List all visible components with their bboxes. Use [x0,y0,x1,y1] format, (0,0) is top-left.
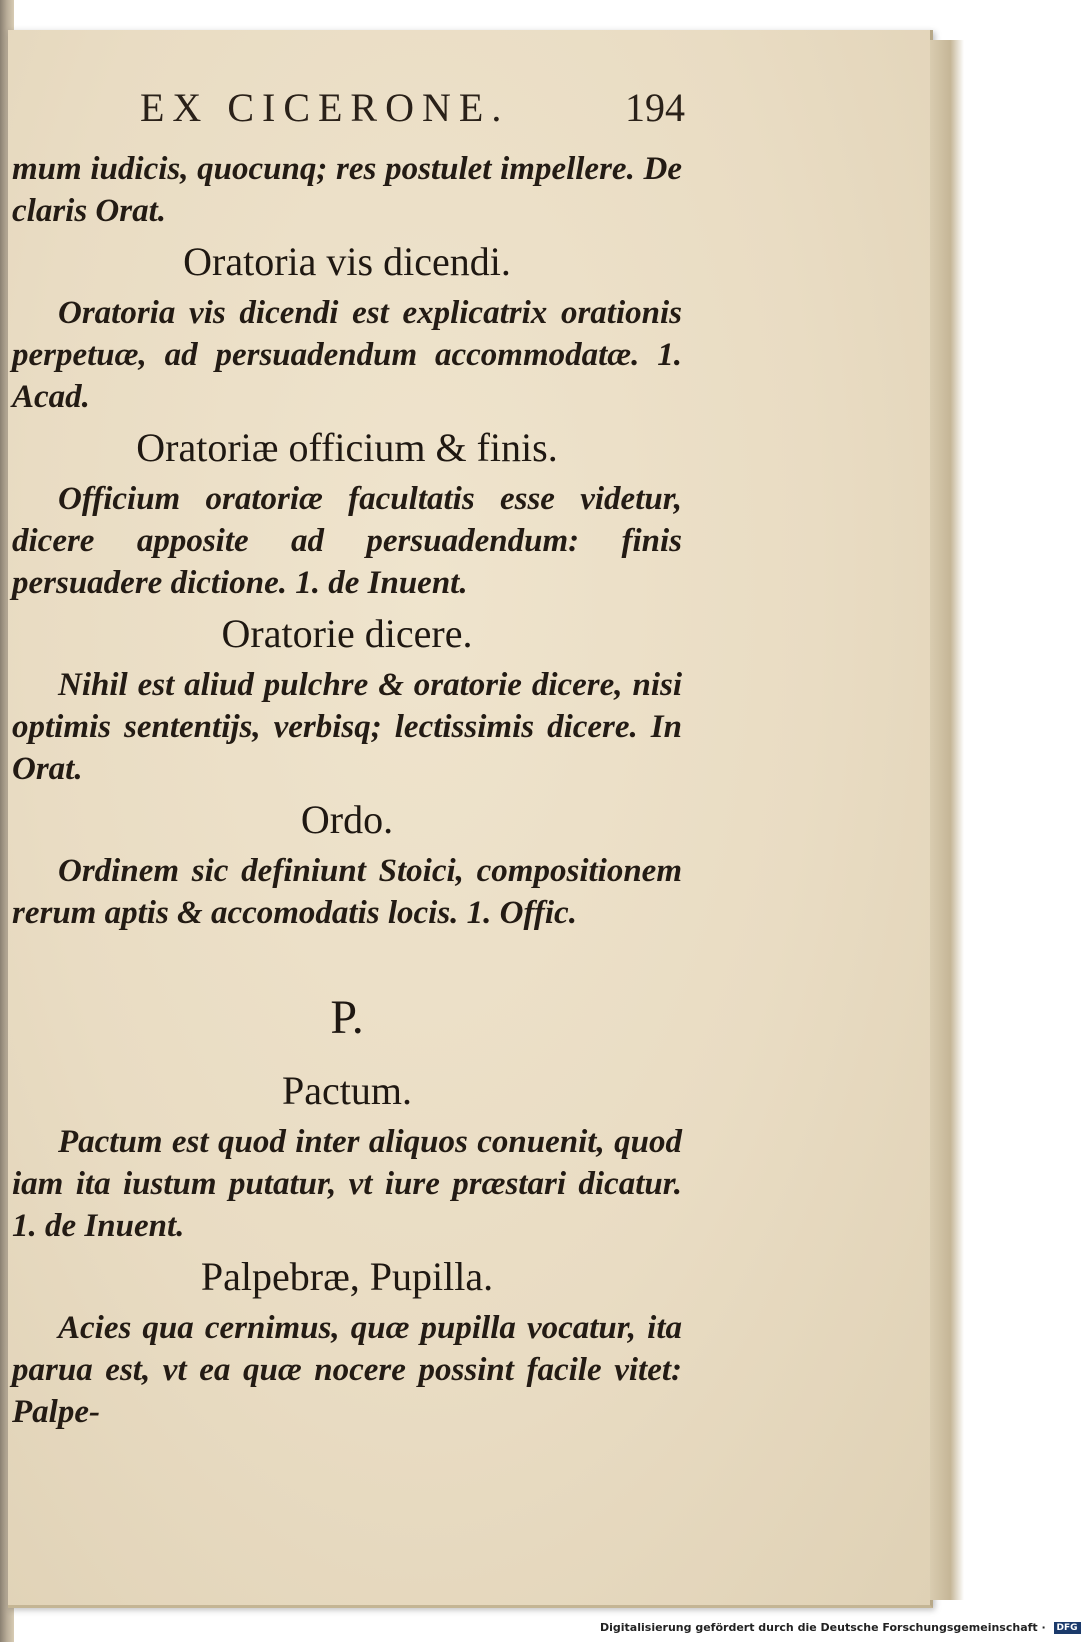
page-edge [930,40,964,1600]
credit-text: Digitalisierung gefördert durch die Deutsche Forschungsgemeinschaft · [600,1621,1046,1634]
entry-heading: Oratoriæ officium & finis. [136,425,558,470]
entry-heading: Oratoria vis dicendi. [183,239,511,284]
entry-text: Pactum est quod inter aliquos conuenit, quod iam ita iustum putatur, vt iure præstari dicatur. 1. de Inuent. [12,1124,682,1244]
entry-heading: Palpebræ, Pupilla. [200,1254,494,1299]
entry-heading: Ordo. [300,797,394,842]
entry-text: Acies qua cernimus, quæ pupilla vocatur, ita parua est, vt ea quæ nocere possint facile vitet: Palpe- [12,1310,682,1430]
page-text [12,148,682,1433]
entry-text: Oratoria vis dicendi est explicatrix orationis perpetuæ, ad persuadendum accommodatæ. 1. Acad. [12,295,682,415]
entry-text: Ordinem sic definiunt Stoici, compositionem rerum aptis & accomodatis locis. 1. Offic. [12,853,682,931]
dfg-logo: DFG [1054,1622,1081,1634]
entry-text: Officium oratoriæ facultatis esse videtur, dicere apposite ad persuadendum: finis persuadere dictione. 1. de Inuent. [12,481,682,601]
section-letter: P. [330,991,364,1044]
entry-text: mum iudicis, quocunq; res postulet impellere. De claris Orat. [12,151,682,229]
page-number: 194 [625,85,685,130]
digitization-credit [600,1621,1081,1634]
entry-heading: Pactum. [282,1068,412,1113]
running-head: EX CICERONE. [140,85,510,130]
entry-text: Nihil est aliud pulchre & oratorie dicere, nisi optimis sententijs, verbisq; lectissimis dicere. In Orat. [12,667,682,787]
entry-heading: Oratorie dicere. [221,611,473,656]
